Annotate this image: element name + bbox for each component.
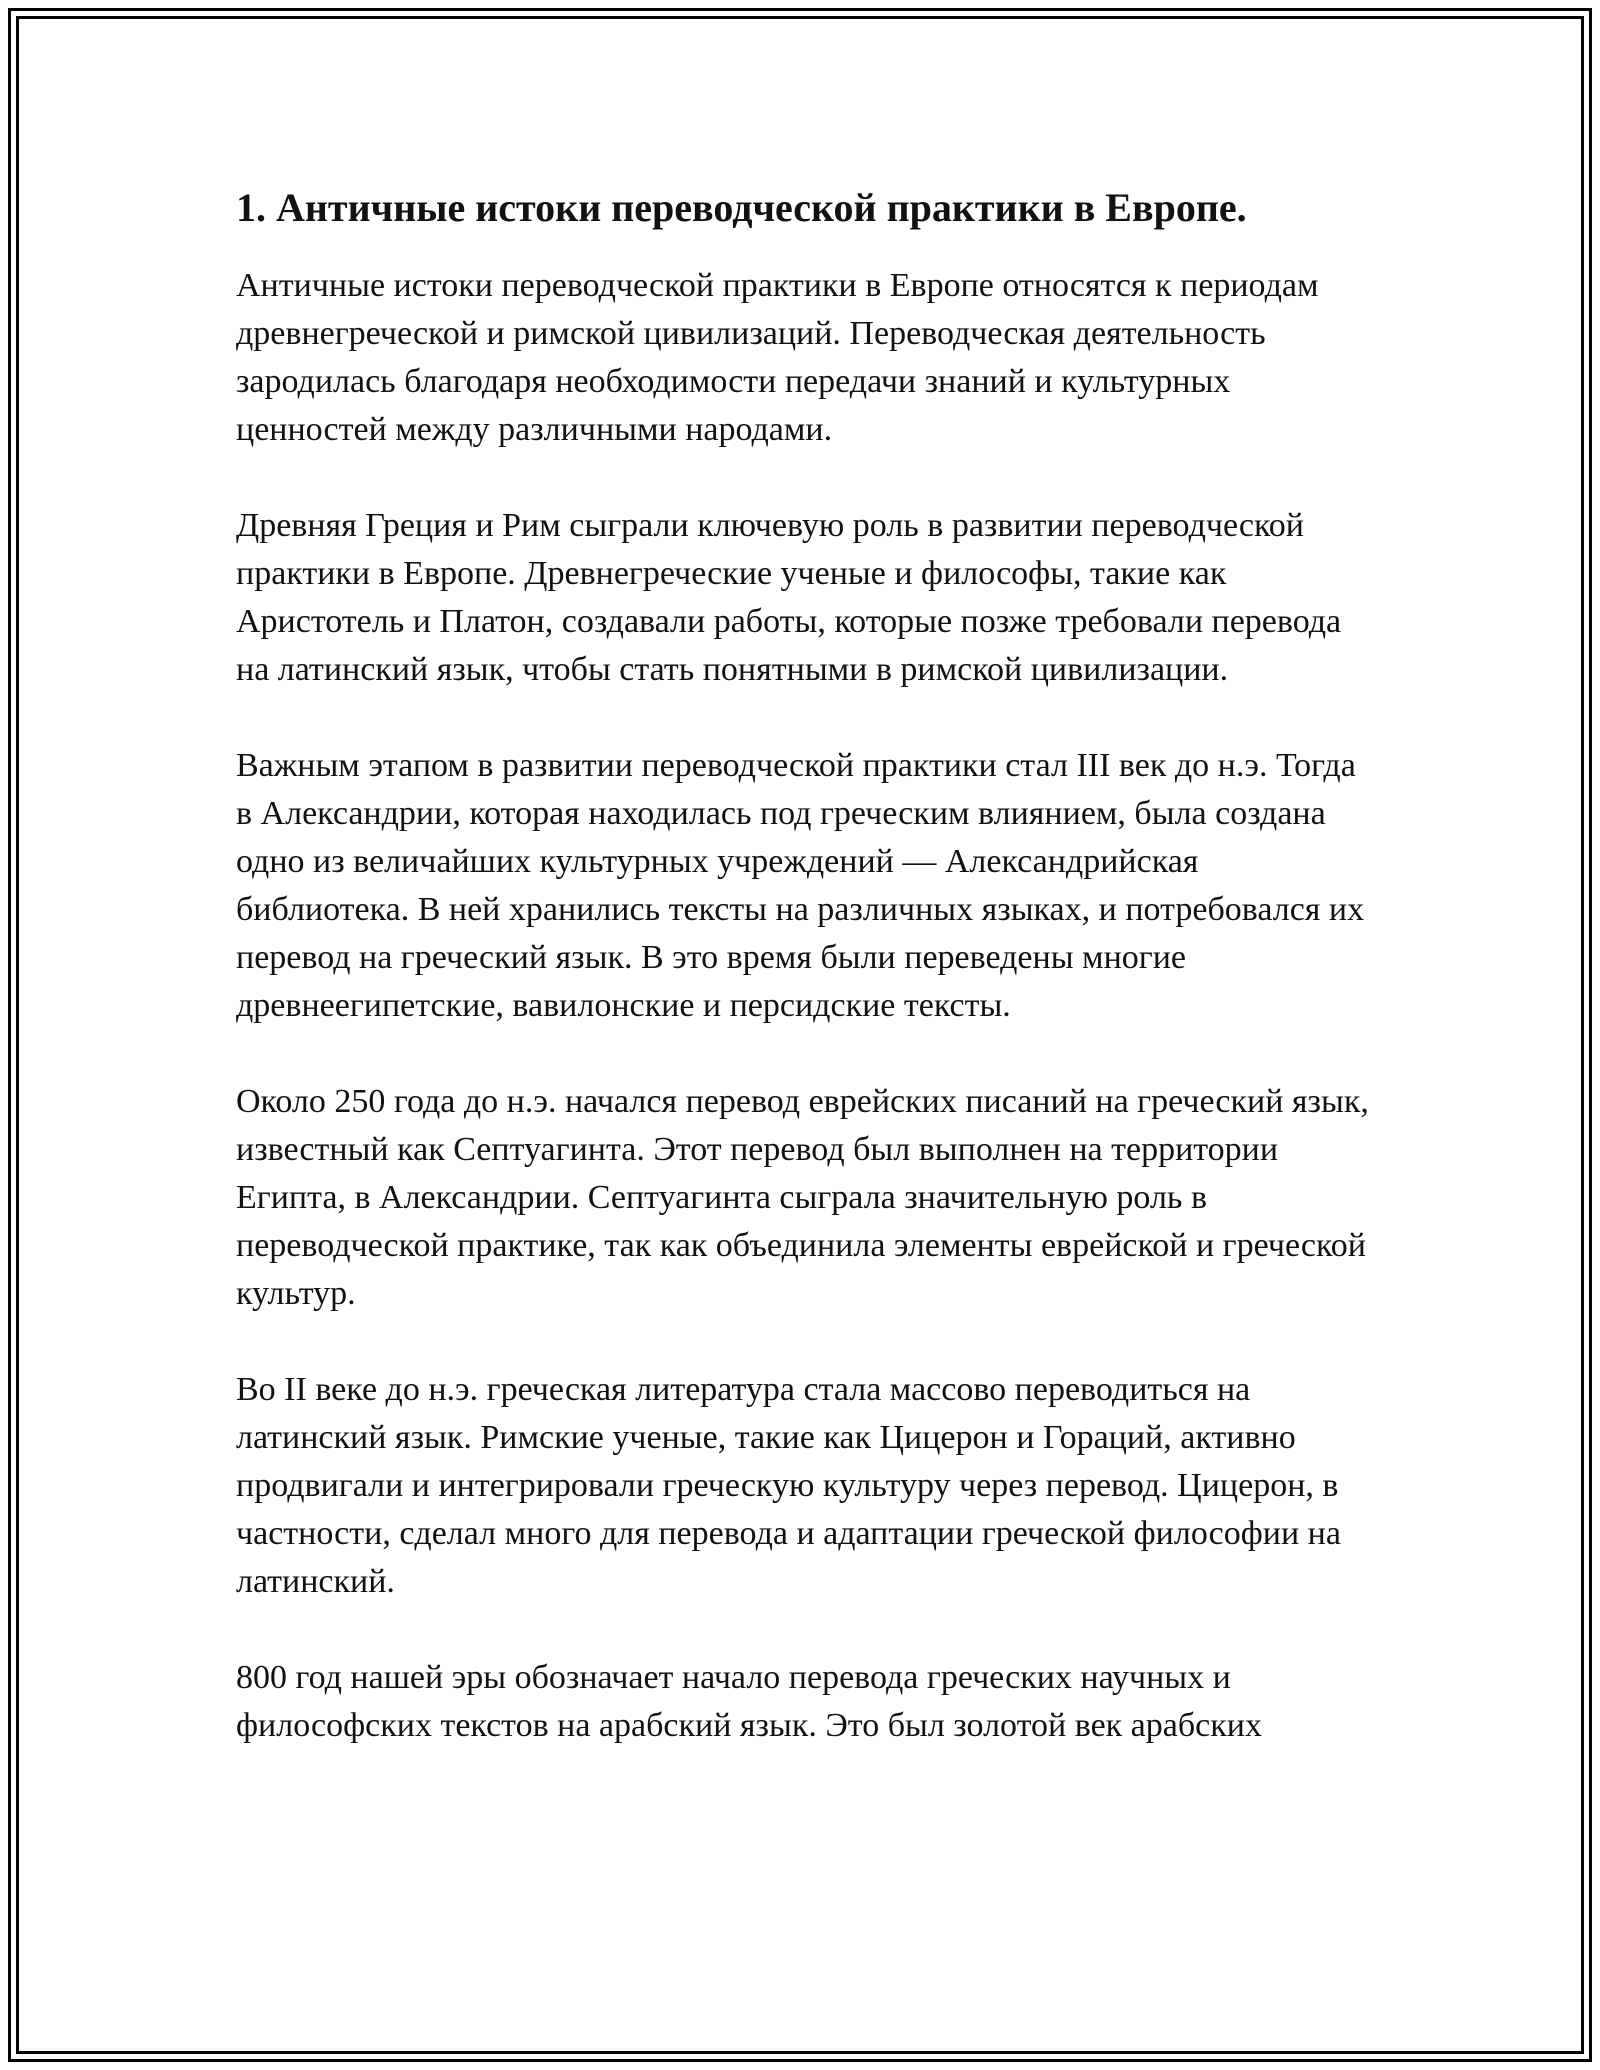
paragraph-3: Важным этапом в развитии переводческой практики стал III век до н.э. Тогда в Александрии, которая находилась под греческим влиянием, была создана одно из величайших культурных учреждений — Александрийская библиотека. В ней хранились тексты на различных языках, и потребовался их перевод на греческий язык. В это время были переведены многие древнеегипетские, вавилонские и персидские тексты. [236,747,1365,1024]
document-body [236,184,1376,1798]
paragraph-2: Древняя Греция и Рим сыграли ключевую роль в развитии переводческой практики в Европе. Древнегреческие ученые и философы, такие как Аристотель и Платон, создавали работы, которые позже требовали перевода на латинский язык, чтобы стать понятными в римской цивилизации. [236,507,1342,688]
paragraph-6: 800 год нашей эры обозначает начало перевода греческих научных и философских текстов на арабский язык. Это был золотой век арабских [236,1659,1262,1744]
section-heading: 1. Античные истоки переводческой практики в Европе. [236,185,1247,230]
paragraph-4: Около 250 года до н.э. начался перевод еврейских писаний на греческий язык, известный как Септуагинта. Этот перевод был выполнен на территории Египта, в Александрии. Септуагинта сыграла значительную роль в переводческой практике, так как объединила элементы еврейской и греческой культур. [236,1083,1369,1312]
paragraph-1: Античные истоки переводческой практики в Европе относятся к периодам древнегреческой и римской цивилизаций. Переводческая деятельность зародилась благодаря необходимости передачи знаний и культурных ценностей между различными народами. [236,267,1319,448]
paragraph-5: Во II веке до н.э. греческая литература стала массово переводиться на латинский язык. Римские ученые, такие как Цицерон и Гораций, активно продвигали и интегрировали греческую культуру через перевод. Цицерон, в частности, сделал много для перевода и адаптации греческой философии на латинский. [236,1371,1341,1600]
